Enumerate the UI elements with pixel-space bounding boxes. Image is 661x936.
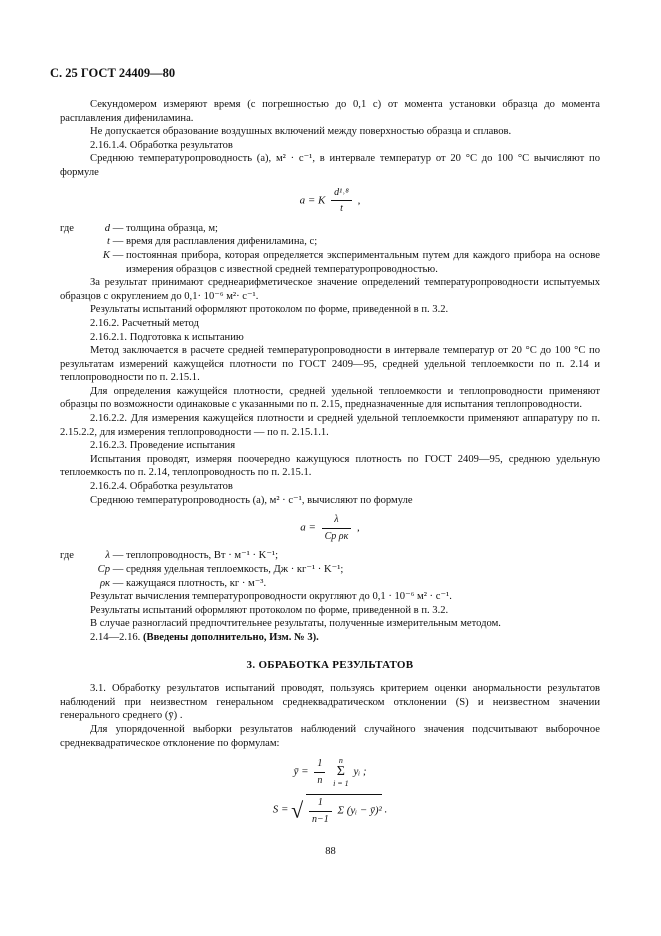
legend-symbol: ρк bbox=[99, 577, 110, 589]
legend-symbol: λ bbox=[105, 550, 110, 562]
formula-tail: . bbox=[384, 803, 388, 816]
amendment-range: 2.14—2.16. bbox=[90, 631, 141, 643]
legend-row bbox=[60, 222, 600, 236]
formula-numerator: d¹˒⁸ bbox=[331, 186, 352, 202]
formula-fraction bbox=[309, 796, 332, 826]
paragraph: Испытания проводят, измеряя поочередно кажущуюся плотность по ГОСТ 2409—95, среднюю удельную теплоемкость по п. 2.14, теплопроводность по п. 2.15.1. bbox=[60, 453, 600, 479]
paragraph: Результаты испытаний оформляют протоколом по форме, приведенной в п. 3.2. bbox=[90, 604, 449, 616]
formula-tail: , bbox=[357, 521, 360, 534]
formula-diffusivity-measured bbox=[60, 186, 600, 216]
formula-legend bbox=[60, 549, 600, 590]
formula-lhs: S = bbox=[272, 803, 289, 816]
formula-mean bbox=[60, 756, 600, 788]
amendment-text: (Введены дополнительно, Изм. № 3). bbox=[142, 631, 319, 643]
formula-numerator: λ bbox=[322, 513, 352, 529]
paragraph: Для упорядоченной выборки результатов наблюдений случайного значения подсчитывают выборочное среднеквадратическое отклонение по формулам: bbox=[60, 723, 600, 749]
summation-sign bbox=[333, 756, 349, 788]
formula-fraction bbox=[331, 186, 352, 216]
legend-where: где bbox=[60, 222, 74, 234]
legend-row bbox=[60, 563, 600, 577]
paragraph: В случае разногласий предпочтительнее результаты, полученные измерительным методом. bbox=[90, 618, 501, 630]
legend-row bbox=[60, 235, 600, 249]
subsection-heading: 2.16.2. Расчетный метод bbox=[90, 317, 199, 329]
formula-term: yᵢ bbox=[353, 765, 361, 778]
sum-upper: n bbox=[338, 756, 343, 766]
subsection-heading: 2.16.1.4. Обработка результатов bbox=[90, 139, 233, 151]
legend-dash: — bbox=[112, 236, 124, 248]
subsection-heading: 2.16.2.1. Подготовка к испытанию bbox=[90, 331, 244, 343]
formula-numerator: 1 bbox=[314, 757, 325, 773]
formula-denominator: n bbox=[317, 774, 323, 786]
amendment-note bbox=[60, 631, 600, 645]
paragraph: 2.16.2.2. Для измерения кажущейся плотности и средней удельной теплоемкости применяют аппаратуру по п. 2.15.2.2, для измерения теплопроводности — по п. 2.15.1.1. bbox=[60, 413, 600, 438]
subsection-heading: 2.16.2.4. Обработка результатов bbox=[90, 481, 233, 493]
square-root bbox=[291, 794, 382, 826]
sqrt-icon: √ bbox=[291, 797, 304, 823]
sqrt-body bbox=[306, 794, 382, 826]
formula-term: Σ (yᵢ − ȳ)² bbox=[337, 804, 382, 817]
formula-numerator: 1 bbox=[309, 796, 332, 812]
formula-legend bbox=[60, 222, 600, 276]
legend-text: средняя удельная теплоемкость, Дж · кг⁻¹ · K⁻¹; bbox=[126, 564, 344, 575]
formula-lhs: a = K bbox=[299, 194, 326, 207]
paragraph: 3.1. Обработку результатов испытаний проводят, пользуясь критерием оценки анормальности результатов наблюдений при неизвестном генеральном среднеквадратическом отклонении (S) и неизвестном значении генерального среднего (ȳ) . bbox=[60, 683, 600, 722]
legend-dash: — bbox=[112, 577, 124, 589]
sum-lower: i = 1 bbox=[333, 779, 349, 789]
section-title: 3. ОБРАБОТКА РЕЗУЛЬТАТОВ bbox=[246, 658, 414, 671]
formula-lhs: ȳ = bbox=[293, 765, 309, 778]
legend-text: время для расплавления дифениламина, с; bbox=[126, 236, 318, 248]
legend-where: где bbox=[60, 550, 74, 562]
paragraph: Для определения кажущейся плотности, средней удельной теплоемкости и теплопроводности применяют образцы по возможности одинаковые с указанными по п. 2.15, предназначенные для испытания теплопроводности. bbox=[60, 385, 600, 411]
subsection-heading: 2.16.2.3. Проведение испытания bbox=[90, 440, 236, 452]
formula-denominator: Cр ρк bbox=[324, 530, 349, 542]
formula-tail: ; bbox=[362, 765, 367, 778]
legend-row bbox=[60, 577, 600, 591]
formula-fraction bbox=[322, 513, 352, 543]
page-number: 88 bbox=[325, 846, 336, 857]
paragraph: Среднюю температуропроводность (a), м² · с⁻¹, в интервале температур от 20 °С до 100 °С вычисляют по формуле bbox=[60, 153, 600, 178]
legend-symbol: t bbox=[107, 236, 110, 248]
paragraph: Секундомером измеряют время (с погрешностью до 0,1 с) от момента установки образца до момента расплавления дифениламина. bbox=[60, 99, 600, 124]
document-body bbox=[60, 98, 600, 832]
legend-text: кажущаяся плотность, кг · м⁻³. bbox=[126, 577, 267, 589]
paragraph: Метод заключается в расчете средней температуропроводности в интервале температур от 20 °С до 100 °С по результатам измерений кажущейся плотности по ГОСТ 2409—95, средней удельной теплоемкости по п. 2.14 и теплопроводности по п. 2.15.1. bbox=[60, 345, 600, 384]
sum-sigma: Σ bbox=[336, 764, 345, 780]
formula-std-deviation bbox=[60, 794, 600, 826]
legend-text: постоянная прибора, которая определяется экспериментальным путем для каждого прибора на основе измерения образцов с известной средней температуропроводностью. bbox=[126, 249, 600, 275]
formula-tail: , bbox=[357, 194, 361, 207]
legend-text: толщина образца, м; bbox=[126, 222, 218, 234]
paragraph: Результаты испытаний оформляют протоколом по форме, приведенной в п. 3.2. bbox=[90, 304, 449, 316]
paragraph: Среднюю температуропроводность (a), м² · с⁻¹, вычисляют по формуле bbox=[90, 494, 413, 506]
formula-diffusivity-calculated bbox=[60, 513, 600, 543]
legend-dash: — bbox=[112, 222, 124, 234]
legend-text: теплопроводность, Вт · м⁻¹ · K⁻¹; bbox=[126, 550, 279, 562]
legend-symbol: Cр bbox=[97, 564, 110, 575]
formula-denominator: t bbox=[340, 203, 343, 215]
legend-symbol: d bbox=[104, 222, 110, 234]
paragraph: За результат принимают среднеарифметическое значение определений температуропроводности испытуемых образцов с округлением до 0,1· 10⁻⁶ м²· с⁻¹. bbox=[60, 277, 600, 302]
formula-fraction bbox=[314, 757, 325, 787]
legend-dash: — bbox=[112, 249, 124, 261]
paragraph: Не допускается образование воздушных включений между поверхностью образца и сплавов. bbox=[90, 126, 512, 138]
formula-denominator: n−1 bbox=[311, 813, 329, 825]
paragraph: Результат вычисления температуропроводности округляют до 0,1 · 10⁻⁶ м² · с⁻¹. bbox=[90, 591, 452, 603]
formula-lhs: a = bbox=[300, 521, 316, 534]
legend-row bbox=[60, 549, 600, 563]
legend-dash: — bbox=[112, 564, 124, 575]
legend-dash: — bbox=[112, 550, 124, 562]
page-header: С. 25 ГОСТ 24409—80 bbox=[50, 66, 176, 80]
legend-row bbox=[60, 249, 600, 276]
legend-symbol: K bbox=[102, 249, 110, 261]
